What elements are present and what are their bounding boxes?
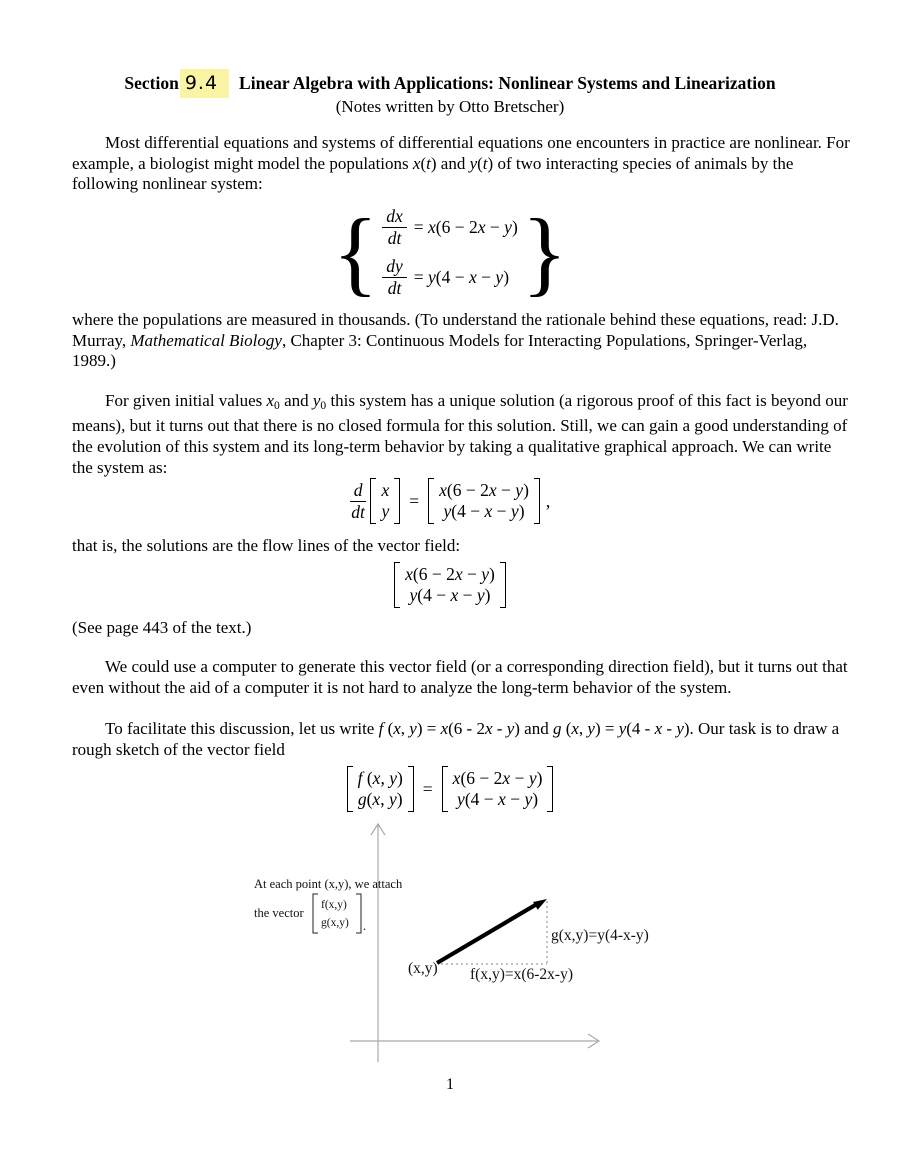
field-matrix: x(6 − 2x − y) y(4 − x − y) [428,478,540,524]
mini-left-bracket [313,894,318,933]
system-row-2-rhs: = y(4 − x − y) [413,266,510,287]
paragraph-reference: where the populations are measured in thousands. (To understand the rationale behind these equations, read: J.D. Murray, Mathematical Biology, Chapter 3: Continuous Models for Interacting Populations, Springer-Verlag, 1989.) [72,310,839,371]
page-title: Section 9.4 Linear Algebra with Applications: Nonlinear Systems and Linearization [0,70,900,96]
system-row-2 [382,257,518,298]
system-row-1-rhs: = x(6 − 2x − y) [413,216,518,237]
fraction-dy-dt: $\frac{dy}{dt}$ [382,257,407,298]
fraction-d-dt: $\frac{d}{dt}$ [351,479,365,522]
trailing-comma: , [545,490,551,511]
fg-field-matrix: x(6 − 2x − y) y(4 − x − y) [442,766,554,812]
mini-right-bracket [356,894,361,933]
fraction-dx-dt: $\frac{dx}{dt}$ [382,207,407,248]
diagram-caption-line2: the vector [254,906,304,920]
right-bracket [408,766,414,812]
state-vector: x y [370,478,400,524]
vector-attachment-diagram [240,814,660,1072]
system-rows [382,207,518,298]
equation-nonlinear-system [0,199,900,305]
mini-vector-row2: g(x,y) [321,917,349,929]
g-component-label: g(x,y)=y(4-x-y) [551,927,649,944]
right-bracket [394,478,400,524]
equation-fg [0,766,900,812]
equation-vector-field [0,562,900,608]
system-row-1 [382,207,518,248]
vector-field-matrix: x(6 − 2x − y) y(4 − x − y) [394,562,506,608]
paragraph-initial-values: For given initial values x0 and y0 this system has a unique solution (a rigorous proof of this fact is beyond our means), but it turns out that there is no closed formula for this solution. Still, we can gain a good understanding of the evolution of this system and its long-term behavior by taking a qualitative graphical approach. We can write the system as: [72,391,848,477]
vector-arrowhead-icon [533,899,547,910]
page-number: 1 [446,1076,454,1093]
f-component-label: f(x,y)=x(6-2x-y) [470,966,573,983]
vector-arrow [437,904,537,963]
point-label: (x,y) [408,960,438,977]
page-subtitle: (Notes written by Otto Bretscher) [335,97,565,116]
flow-lines-sentence: that is, the solutions are the flow lines of the vector field: [72,536,461,555]
mini-vector-row1: f(x,y) [321,899,347,911]
see-page-note: (See page 443 of the text.) [72,618,252,637]
right-bracket [534,478,540,524]
equation-matrix-form [0,478,900,524]
left-curly-brace: { [332,199,379,305]
right-bracket [500,562,506,608]
right-curly-brace: } [521,199,568,305]
diagram-caption-line1: At each point (x,y), we attach [254,877,403,891]
paragraph-intro: Most differential equations and systems of differential equations one encounters in practice are nonlinear. For example, a biologist might model the populations x(t) and y(t) of two interacting species of animals by the following nonlinear system: [72,133,850,194]
paragraph-computer: We could use a computer to generate this vector field (or a corresponding direction field), but it turns out that even without the aid of a computer it is not hard to analyze the long-term behavior of the system. [72,657,848,697]
equals-sign: = [409,490,420,511]
right-bracket [547,766,553,812]
equals-sign: = [422,778,433,799]
fg-vector: f (x, y) g(x, y) [347,766,414,812]
mini-vector-period: . [363,919,367,933]
paragraph-facilitate: To facilitate this discussion, let us write f (x, y) = x(6 - 2x - y) and g (x, y) = y(4 - x - y). Our task is to draw a rough sketch of the vector field [72,719,840,759]
